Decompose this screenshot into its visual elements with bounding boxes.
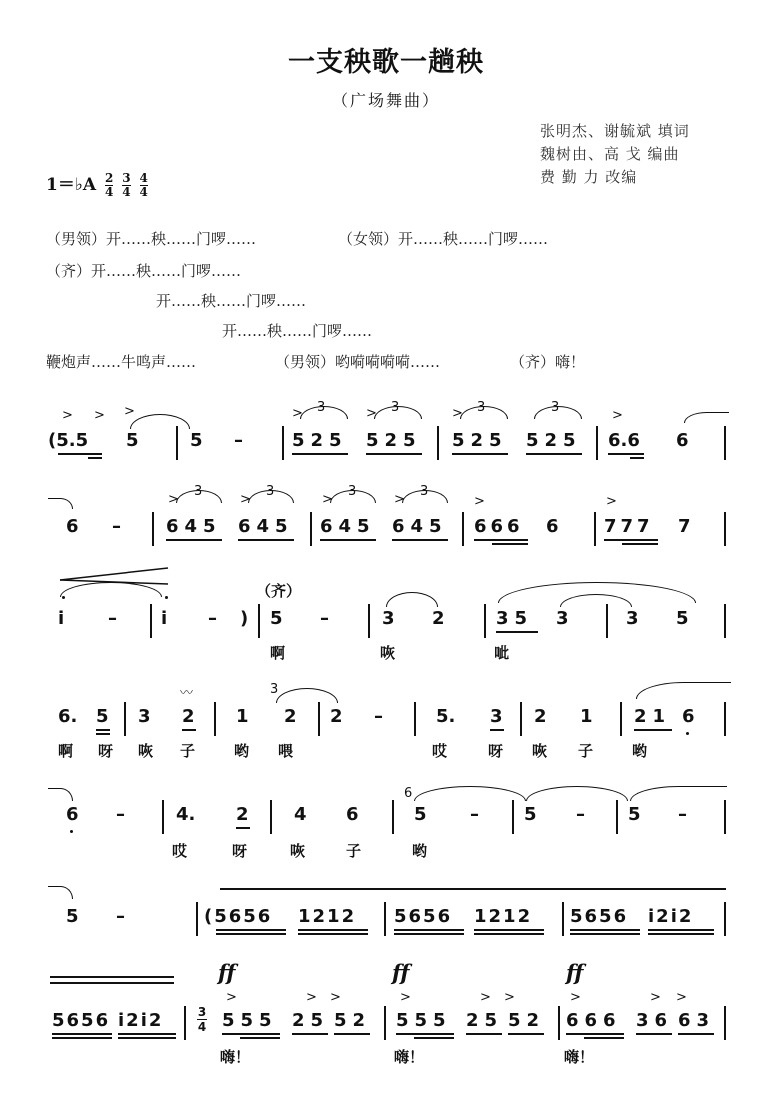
lyric: 嗨！ <box>394 1048 425 1066</box>
note-group: 63 <box>678 1010 716 1031</box>
note-group: 36 <box>636 1010 674 1031</box>
lyric: 嗨！ <box>564 1048 595 1066</box>
note: 5 <box>126 430 139 451</box>
accent-mark: > <box>504 990 515 1005</box>
beam <box>474 539 528 541</box>
triplet-number: 3 <box>348 484 357 499</box>
note-group: 777 <box>604 516 654 537</box>
intro-line-1b: （女领）开……秧……门啰…… <box>338 230 549 248</box>
note: i <box>58 608 65 629</box>
meter-3-4: $\frac{3}{4}$ <box>122 171 131 199</box>
barline <box>620 702 622 736</box>
note: 6 <box>66 516 79 537</box>
lyric: 咴 <box>380 644 396 662</box>
beam <box>490 729 504 731</box>
score-row-6 <box>0 868 772 948</box>
subtitle: （广场舞曲） <box>331 91 440 110</box>
note: 4 <box>294 804 307 825</box>
note-group: 1212 <box>474 906 533 927</box>
barline <box>384 902 386 936</box>
tie <box>48 886 73 899</box>
beam <box>648 933 714 935</box>
beam <box>474 929 544 931</box>
barline <box>152 512 154 546</box>
tremolo-line <box>50 976 174 978</box>
note-group: (5656 <box>204 906 273 927</box>
tie <box>48 788 73 801</box>
lyric: 咴 <box>290 842 306 860</box>
note-group: i2i2 <box>648 906 694 927</box>
intro-line-5b: （男领）哟嗬嗬嗬嗬…… <box>275 353 441 371</box>
note-group: 25 <box>466 1010 504 1031</box>
beam <box>636 1033 672 1035</box>
triplet-notes: 525 <box>452 430 508 451</box>
beam <box>414 1037 454 1039</box>
note-group: 5656 <box>570 906 629 927</box>
note-group: 52 <box>508 1010 546 1031</box>
tie <box>130 414 190 429</box>
note: 6. <box>58 706 78 727</box>
accent-mark: > <box>612 408 623 423</box>
score-row-1 <box>0 400 772 480</box>
accent-mark: > <box>650 990 661 1005</box>
lyric: 哎 <box>172 842 188 860</box>
triplet-notes: 525 <box>292 430 348 451</box>
accent-mark: > <box>292 406 303 421</box>
low-dot <box>686 732 689 735</box>
page-title: 一支秧歌一趟秧 <box>288 47 484 78</box>
accent-mark: > <box>474 494 485 509</box>
grace-note: 6 <box>404 786 413 801</box>
lyric: 嗨！ <box>220 1048 251 1066</box>
barline <box>724 702 726 736</box>
triplet-notes: 525 <box>526 430 582 451</box>
beam <box>52 1033 112 1035</box>
barline <box>484 604 486 638</box>
triplet-number: 3 <box>194 484 203 499</box>
note: 3 <box>626 608 639 629</box>
dash: – <box>112 516 121 537</box>
grace-note: 3 <box>270 682 279 697</box>
slur <box>386 592 438 607</box>
note: 2 <box>284 706 297 727</box>
note: 6 <box>546 516 559 537</box>
note-group: 666 <box>474 516 524 537</box>
score-row-3 <box>0 560 772 670</box>
beam <box>96 729 110 731</box>
note: 1 <box>236 706 249 727</box>
beam <box>298 929 368 931</box>
note: 3 <box>556 608 569 629</box>
dynamic-ff: ff <box>566 960 584 985</box>
note: 5. <box>436 706 456 727</box>
accent-mark: > <box>676 990 687 1005</box>
low-dot <box>70 830 73 833</box>
accent-mark: > <box>226 990 237 1005</box>
note: 5 <box>66 906 79 927</box>
lyric: 呲 <box>494 644 510 662</box>
tie <box>526 786 628 801</box>
triplet-number: 3 <box>420 484 429 499</box>
beam <box>608 453 644 455</box>
barline <box>724 426 726 460</box>
barline <box>520 702 522 736</box>
accent-mark: > <box>62 408 73 423</box>
dash: – <box>576 804 585 825</box>
lyric: 咴 <box>532 742 548 760</box>
note: 2 <box>236 804 249 825</box>
accent-mark: > <box>330 990 341 1005</box>
barline <box>392 800 394 834</box>
credit-adapt: 费 勤 力 改编 <box>540 168 638 186</box>
barline <box>270 800 272 834</box>
beam <box>452 453 508 455</box>
beam <box>238 539 294 541</box>
barline <box>162 800 164 834</box>
barline <box>150 604 152 638</box>
barline <box>318 702 320 736</box>
beam <box>240 1037 280 1039</box>
lyric: 子 <box>180 742 196 760</box>
accent-mark: > <box>400 990 411 1005</box>
note: 5 <box>676 608 689 629</box>
triplet-notes: 645 <box>166 516 222 537</box>
beam <box>394 929 464 931</box>
note: 2 <box>534 706 547 727</box>
dash: – <box>116 906 125 927</box>
beam <box>96 733 110 735</box>
beam <box>492 543 528 545</box>
note: 6 <box>676 430 689 451</box>
barline <box>596 426 598 460</box>
beam <box>622 543 658 545</box>
beam <box>52 1037 112 1039</box>
lyric: 哟 <box>632 742 648 760</box>
barline <box>196 902 198 936</box>
barline <box>437 426 439 460</box>
close-paren: ) <box>240 608 249 629</box>
barline <box>512 800 514 834</box>
barline <box>558 1006 560 1040</box>
accent-mark: > <box>606 494 617 509</box>
note: 4. <box>176 804 196 825</box>
tie <box>276 688 338 703</box>
key-label: 1＝♭A <box>46 175 97 195</box>
beam <box>570 933 640 935</box>
note: 6.6 <box>608 430 640 451</box>
note: 2 <box>432 608 445 629</box>
barline <box>724 604 726 638</box>
triplet-notes: 645 <box>320 516 376 537</box>
beam <box>166 539 222 541</box>
note-group: 5656 <box>394 906 453 927</box>
note: 6 <box>682 706 695 727</box>
beam <box>118 1033 176 1035</box>
beam <box>88 457 102 459</box>
triplet-number: 3 <box>266 484 275 499</box>
intro-line-4: 开……秧……门啰…… <box>222 322 373 340</box>
barline <box>214 702 216 736</box>
dash: – <box>320 608 329 629</box>
triplet-number: 3 <box>391 400 400 415</box>
lyric: 子 <box>578 742 594 760</box>
beam <box>292 1033 328 1035</box>
dash: – <box>116 804 125 825</box>
barline <box>310 512 312 546</box>
beam <box>216 933 286 935</box>
beam <box>392 539 448 541</box>
accent-mark: > <box>322 492 333 507</box>
lyric: 喂 <box>278 742 294 760</box>
meter-4-4: $\frac{4}{4}$ <box>139 171 148 199</box>
accent-mark: > <box>124 404 135 419</box>
barline <box>124 702 126 736</box>
barline <box>724 902 726 936</box>
beam <box>630 457 644 459</box>
tie <box>684 412 729 423</box>
accent-mark: > <box>240 492 251 507</box>
score-row-4 <box>0 672 772 762</box>
beam <box>496 631 538 633</box>
barline <box>724 800 726 834</box>
score-row-2 <box>0 478 772 558</box>
note-group: 21 <box>634 706 672 727</box>
note: i <box>161 608 168 629</box>
note-group: i2i2 <box>118 1010 164 1031</box>
dynamic-ff: ff <box>392 960 410 985</box>
beam <box>236 827 250 829</box>
dash: – <box>208 608 217 629</box>
barline <box>562 902 564 936</box>
lyric: 啊 <box>270 644 286 662</box>
dash: – <box>470 804 479 825</box>
note: 3 <box>490 706 503 727</box>
note-group: 555 <box>222 1010 278 1031</box>
accent-mark: > <box>94 408 105 423</box>
credit-lyrics: 张明杰、谢毓斌 填词 <box>540 122 690 140</box>
beam <box>394 933 464 935</box>
accent-mark: > <box>480 990 491 1005</box>
lyric: 呀 <box>488 742 504 760</box>
barline <box>282 426 284 460</box>
intro-line-3: 开……秧……门啰…… <box>156 292 307 310</box>
lyric: 呀 <box>232 842 248 860</box>
beam <box>118 1037 176 1039</box>
accent-mark: > <box>168 492 179 507</box>
dynamic-ff: ff <box>218 960 236 985</box>
tie <box>630 786 727 801</box>
triplet-notes: 645 <box>238 516 294 537</box>
beam <box>508 1033 544 1035</box>
note: 5 <box>190 430 203 451</box>
beam <box>648 929 714 931</box>
note: 5 <box>414 804 427 825</box>
beam <box>634 729 672 731</box>
beam <box>366 453 422 455</box>
beam <box>182 729 196 731</box>
barline <box>606 604 608 638</box>
tremolo-line <box>220 888 726 890</box>
barline <box>184 1006 186 1040</box>
barline <box>616 800 618 834</box>
beam <box>678 1033 714 1035</box>
beam <box>334 1033 370 1035</box>
credit-arrange: 魏树由、高 戈 编曲 <box>540 145 680 163</box>
score-row-5 <box>0 770 772 860</box>
beam <box>526 453 582 455</box>
triplet-number: 3 <box>551 400 560 415</box>
beam <box>396 1033 454 1035</box>
barline <box>594 512 596 546</box>
key-signature <box>46 170 148 198</box>
barline <box>724 512 726 546</box>
dash: – <box>678 804 687 825</box>
voice-label: （齐） <box>256 582 302 600</box>
lyric: 呀 <box>98 742 114 760</box>
barline <box>176 426 178 460</box>
beam <box>216 929 286 931</box>
accent-mark: > <box>570 990 581 1005</box>
lyric: 哎 <box>432 742 448 760</box>
beam <box>566 1033 624 1035</box>
note-group: 25 <box>292 1010 330 1031</box>
lyric: 子 <box>346 842 362 860</box>
barline <box>414 702 416 736</box>
mordent-ornament: 〰 <box>180 686 194 701</box>
beam <box>604 539 658 541</box>
dash: – <box>374 706 383 727</box>
intro-line-1a: （男领）开……秧……门啰…… <box>46 230 257 248</box>
triplet-number: 3 <box>317 400 326 415</box>
dash: – <box>108 608 117 629</box>
note: 7 <box>678 516 691 537</box>
lyric: 咴 <box>138 742 154 760</box>
note-group: 52 <box>334 1010 372 1031</box>
note: 5 <box>270 608 283 629</box>
note: 3 <box>138 706 151 727</box>
accent-mark: > <box>394 492 405 507</box>
tie <box>414 786 526 801</box>
note: 3 <box>382 608 395 629</box>
tremolo-line <box>50 982 174 984</box>
barline <box>724 1006 726 1040</box>
meter-3-4: 3 4 <box>197 1005 207 1034</box>
beam <box>222 1033 280 1035</box>
high-dot <box>165 596 168 599</box>
accent-mark: > <box>452 406 463 421</box>
barline <box>368 604 370 638</box>
note: 6 <box>346 804 359 825</box>
note: 2 <box>182 706 195 727</box>
lyric: 啊 <box>58 742 74 760</box>
lyric: 哟 <box>412 842 428 860</box>
score-row-7 <box>0 950 772 1070</box>
note-group: 5656 <box>52 1010 111 1031</box>
slur <box>636 682 731 699</box>
note-group: 1212 <box>298 906 357 927</box>
triplet-notes: 525 <box>366 430 422 451</box>
accent-mark: > <box>306 990 317 1005</box>
intro-line-5c: （齐）嗨！ <box>510 353 586 371</box>
note: 5 <box>96 706 109 727</box>
beam <box>466 1033 502 1035</box>
beam <box>58 453 102 455</box>
note: 5 <box>628 804 641 825</box>
intro-line-2: （齐）开……秧……门啰…… <box>46 262 242 280</box>
dash: – <box>234 430 243 451</box>
note-group: 35 <box>496 608 534 629</box>
barline <box>462 512 464 546</box>
note: 5 <box>524 804 537 825</box>
accent-mark: > <box>366 406 377 421</box>
note: (5.5 <box>48 430 89 451</box>
note-group: 555 <box>396 1010 452 1031</box>
triplet-notes: 645 <box>392 516 448 537</box>
note: 1 <box>580 706 593 727</box>
triplet-number: 3 <box>477 400 486 415</box>
beam <box>292 453 348 455</box>
meter-2-4: $\frac{2}{4}$ <box>104 171 114 199</box>
beam <box>298 933 368 935</box>
note-group: 666 <box>566 1010 622 1031</box>
beam <box>570 929 640 931</box>
beam <box>584 1037 624 1039</box>
note: 2 <box>330 706 343 727</box>
high-dot <box>62 596 65 599</box>
intro-line-5a: 鞭炮声……牛鸣声…… <box>46 353 197 371</box>
barline <box>258 604 260 638</box>
beam <box>474 933 544 935</box>
barline <box>384 1006 386 1040</box>
lyric: 哟 <box>234 742 250 760</box>
tie <box>48 498 73 509</box>
note: 6 <box>66 804 79 825</box>
beam <box>320 539 376 541</box>
